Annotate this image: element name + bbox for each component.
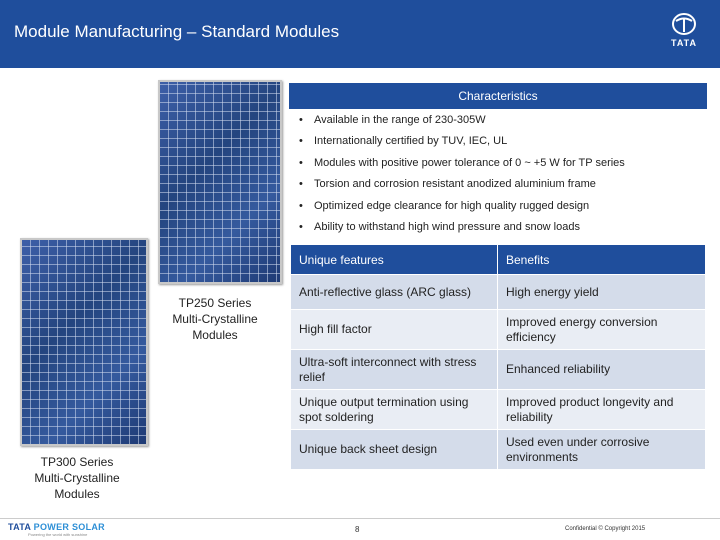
brand-tata: TATA <box>8 522 34 532</box>
caption-line: Multi-Crystalline <box>172 312 258 326</box>
tata-logo-text: TATA <box>671 38 697 48</box>
benefit-cell: Used even under corrosive environments <box>498 430 706 470</box>
feature-cell: Unique output termination using spot soldering <box>291 390 498 430</box>
page-number: 8 <box>355 525 360 534</box>
brand-name <box>8 522 105 532</box>
table-row <box>291 350 706 390</box>
list-item <box>289 176 707 197</box>
tata-power-solar-logo <box>8 522 148 538</box>
characteristics-list <box>289 112 707 240</box>
benefit-cell: Improved energy conversion efficiency <box>498 310 706 350</box>
benefit-cell: Enhanced reliability <box>498 350 706 390</box>
bullet-icon: • <box>299 220 303 233</box>
feature-cell: Unique back sheet design <box>291 430 498 470</box>
bullet-icon: • <box>299 114 303 126</box>
page-title: Module Manufacturing – Standard Modules <box>14 22 340 41</box>
column-header-benefits: Benefits <box>498 245 706 275</box>
list-item-text: Modules with positive power tolerance of 0 ~ +5 W for TP series <box>314 156 625 169</box>
list-item-text: Internationally certified by TUV, IEC, UL <box>314 135 508 148</box>
tp250-caption <box>160 295 270 343</box>
column-header-features: Unique features <box>291 245 498 275</box>
brand-tagline: Powering the world with sunshine <box>28 532 88 537</box>
caption-line: TP250 Series <box>178 296 252 310</box>
feature-cell: Anti-reflective glass (ARC glass) <box>291 275 498 310</box>
table-row <box>291 430 706 470</box>
feature-cell: Ultra-soft interconnect with stress relief <box>291 350 498 390</box>
title-bar <box>0 0 720 68</box>
bullet-icon: • <box>299 178 303 191</box>
table-row <box>291 390 706 430</box>
caption-line: Multi-Crystalline <box>34 471 120 485</box>
tata-logo-icon <box>662 12 706 38</box>
caption-line: Modules <box>54 487 100 501</box>
table-row <box>291 310 706 350</box>
list-item <box>289 219 707 240</box>
bullet-icon: • <box>299 199 303 212</box>
tata-logo <box>662 12 706 52</box>
brand-power-solar: POWER SOLAR <box>33 522 105 532</box>
list-item-text: Optimized edge clearance for high quality rugged design <box>314 199 590 212</box>
solar-cells-grid <box>22 240 146 444</box>
tp300-module-image <box>20 238 148 446</box>
list-item <box>289 155 707 176</box>
confidential-notice: Confidential © Copyright 2015 <box>565 526 646 532</box>
solar-cells-grid <box>160 82 280 282</box>
bullet-icon: • <box>299 135 303 148</box>
caption-line: TP300 Series <box>40 455 114 469</box>
feature-cell: High fill factor <box>291 310 498 350</box>
benefit-cell: Improved product longevity and reliability <box>498 390 706 430</box>
benefit-cell: High energy yield <box>498 275 706 310</box>
table-header-row <box>291 245 706 275</box>
tp250-module-image <box>158 80 282 284</box>
list-item-text: Available in the range of 230-305W <box>314 114 486 126</box>
tp300-caption <box>20 454 134 502</box>
bullet-icon: • <box>299 156 303 169</box>
list-item <box>289 198 707 219</box>
table-row <box>291 275 706 310</box>
caption-line: Modules <box>192 328 238 342</box>
features-benefits-table <box>290 244 706 470</box>
footer-divider <box>0 518 720 519</box>
list-item <box>289 133 707 154</box>
list-item-text: Ability to withstand high wind pressure and snow loads <box>314 220 580 233</box>
characteristics-heading: Characteristics <box>289 83 707 109</box>
list-item-text: Torsion and corrosion resistant anodized aluminium frame <box>314 178 596 191</box>
list-item <box>289 112 707 133</box>
